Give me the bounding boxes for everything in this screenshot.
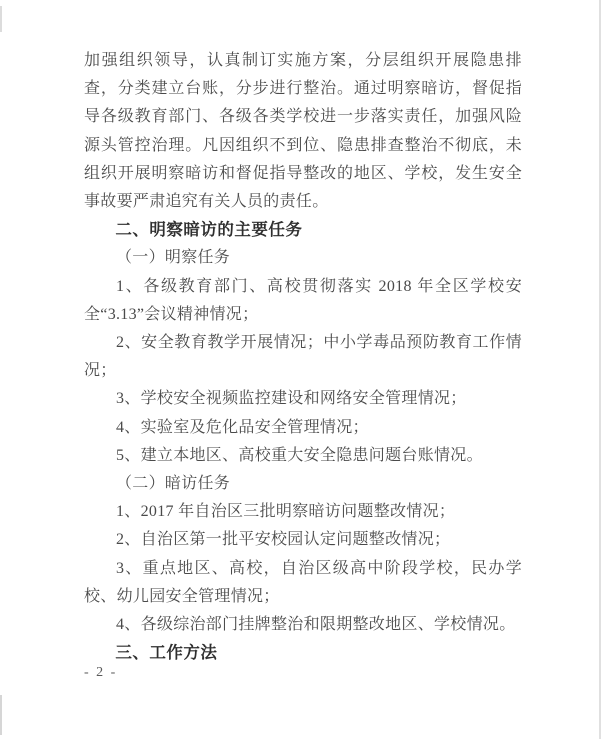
covert-task-item-2: 2、自治区第一批平安校园认定问题整改情况； [116,531,451,549]
scan-artifact-right-edge [599,0,601,739]
covert-task-item-3: 3、重点地区、高校，自治区级高中阶段学校，民办学校、幼儿园安全管理情况； [84,559,522,605]
section-heading-main-tasks: 二、明察暗访的主要任务 [115,221,303,240]
paragraph-organization-leadership: 加强组织领导，认真制订实施方案，分层组织开展隐患排查，分类建立台账，分步进行整治。通过明察暗访，督促指导各级教育部门、各级各类学校进一步落实责任，加强风险源头管控治理。凡因组织不到位、隐患排查整治不彻底，未组织开展明察暗访和督促指导整改的地区、学校，发生安全事故要严肃追究有关人员的责任。 [84,52,522,211]
covert-task-item-4: 4、各级综治部门挂牌整治和限期整改地区、学校情况。 [116,616,516,634]
subsection-heading-open-inspection-tasks: （一）明察任务 [116,249,231,267]
section-heading-work-method: 三、工作方法 [115,644,218,663]
open-task-item-4: 4、实验室及危化品安全管理情况； [116,418,369,436]
open-task-item-1: 1、各级教育部门、高校贯彻落实 2018 年全区学校安全“3.13”会议精神情况； [84,277,522,323]
open-task-item-5: 5、建立本地区、高校重大安全隐患问题台账情况。 [116,446,483,464]
open-task-item-2: 2、安全教育教学开展情况；中小学毒品预防教育工作情况； [84,334,522,380]
open-task-item-3: 3、学校安全视频监控建设和网络安全管理情况； [116,390,467,408]
page-number: - 2 - [84,665,118,680]
subsection-heading-covert-inspection-tasks: （二）暗访任务 [116,475,231,493]
scan-artifact-left-bottom-edge [0,695,2,735]
document-body [84,47,522,667]
scan-artifact-left-top-edge [0,6,2,32]
covert-task-item-1: 1、2017 年自治区三批明察暗访问题整改情况； [116,503,456,521]
